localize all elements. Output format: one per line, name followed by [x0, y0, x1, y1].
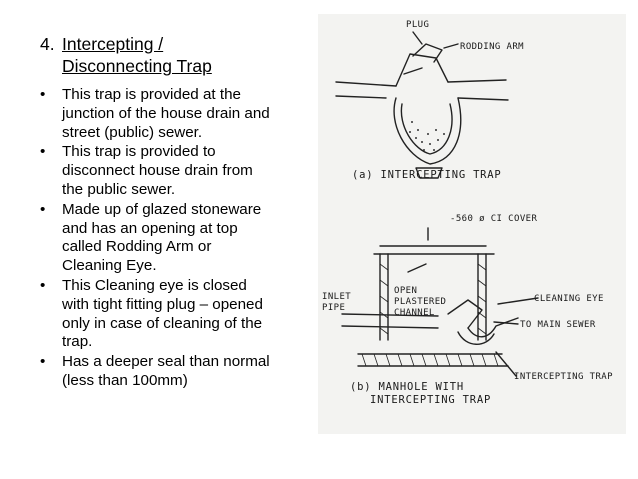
- label-inlet: INLET: [322, 292, 352, 302]
- bullet-item: [40, 353, 315, 391]
- heading-title-line-2: Disconnecting Trap: [62, 56, 212, 76]
- bullet-line: disconnect house drain from: [62, 162, 253, 180]
- bullet-item: [40, 143, 315, 199]
- label-rodding-arm: RODDING ARM: [460, 42, 525, 52]
- label-channel: CHANNEL: [394, 308, 435, 318]
- label-cover: -560 ø CI COVER: [450, 214, 538, 224]
- trap-diagram-figure: [318, 14, 626, 434]
- bullet-line: Has a deeper seal than normal: [62, 353, 270, 371]
- label-cleaning-eye: CLEANING EYE: [534, 294, 604, 304]
- bullet-line: the public sewer.: [62, 180, 176, 198]
- label-open: OPEN: [394, 286, 418, 296]
- trap-diagram-drawing: [318, 14, 626, 434]
- bullet-item: [40, 277, 315, 352]
- caption-a: (a) INTERCEPTING TRAP: [352, 169, 502, 181]
- bullet-line: street (public) sewer.: [62, 123, 203, 141]
- label-to-main-sewer: TO MAIN SEWER: [520, 320, 596, 330]
- bullet-line: trap.: [62, 333, 93, 351]
- bullet-line: This trap is provided to: [62, 143, 216, 161]
- bullet-line: and has an opening at top: [62, 219, 238, 237]
- bullet-line: Made up of glazed stoneware: [62, 200, 262, 218]
- bullet-item: [40, 201, 315, 276]
- bullet-line: This trap is provided at the: [62, 86, 241, 103]
- bullet-line: Cleaning Eye.: [62, 257, 157, 275]
- bullet-line: This Cleaning eye is closed: [62, 276, 247, 294]
- bullet-icon: •: [40, 353, 46, 371]
- bullet-line: junction of the house drain and: [62, 104, 270, 122]
- bullet-icon: •: [40, 86, 46, 103]
- label-plug: PLUG: [406, 20, 430, 30]
- bullet-list: [40, 86, 315, 392]
- bullet-item: [40, 86, 315, 142]
- caption-b-line-1: (b) MANHOLE WITH: [350, 381, 464, 393]
- bullet-icon: •: [40, 276, 46, 294]
- heading-title-line-1: Intercepting /: [62, 34, 164, 54]
- bullet-line: with tight fitting plug – opened: [62, 295, 263, 313]
- heading-number: 4.: [40, 34, 55, 54]
- caption-b-line-2: INTERCEPTING TRAP: [370, 394, 492, 406]
- bullet-icon: •: [40, 200, 46, 218]
- label-pipe: PIPE: [322, 303, 346, 313]
- bullet-line: called Rodding Arm or: [62, 238, 212, 256]
- bullet-icon: •: [40, 143, 46, 161]
- label-intercepting-trap: INTERCEPTING TRAP: [514, 372, 613, 382]
- bullet-line: only in case of cleaning of the: [62, 314, 263, 332]
- label-plastered: PLASTERED: [394, 297, 447, 307]
- bullet-line: (less than 100mm): [62, 371, 188, 389]
